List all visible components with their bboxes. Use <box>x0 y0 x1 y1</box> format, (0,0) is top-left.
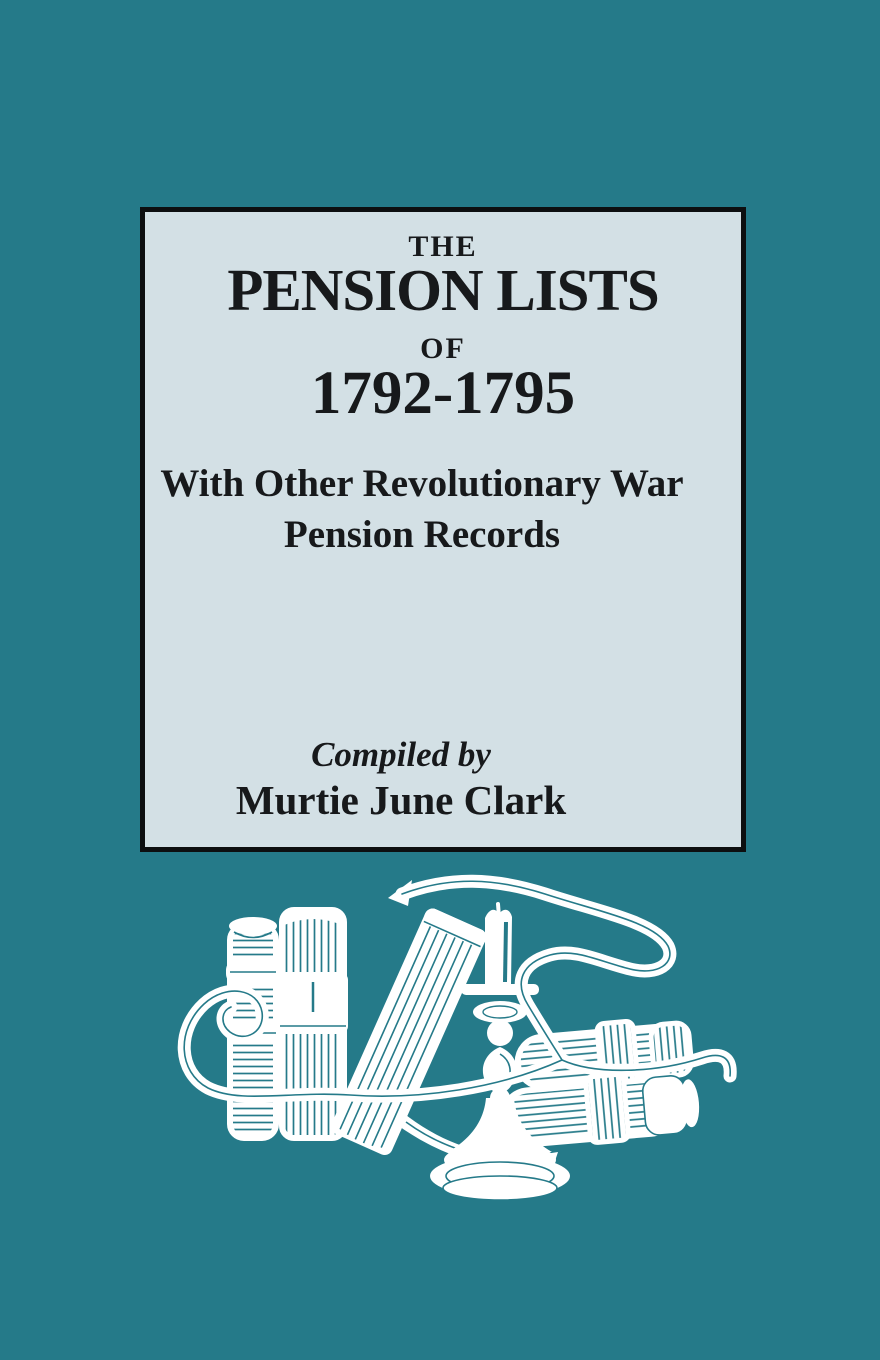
subtitle-line-2: Pension Records <box>283 512 561 556</box>
title-connector: OF <box>420 332 466 365</box>
title-kicker: THE <box>408 230 478 263</box>
subtitle <box>124 459 720 560</box>
byline <box>103 737 699 821</box>
compiled-by-label: Compiled by <box>311 735 491 774</box>
subtitle-line-1: With Other Revolutionary War <box>160 462 684 505</box>
books-candlestick-binoculars-illustration <box>150 860 740 1225</box>
book-title: PENSION LISTS <box>227 257 659 323</box>
title-panel <box>140 207 746 852</box>
title-years: 1792-1795 <box>310 360 576 427</box>
book-middle-icon <box>278 908 348 1138</box>
author-name: Murtie June Clark <box>235 777 567 823</box>
